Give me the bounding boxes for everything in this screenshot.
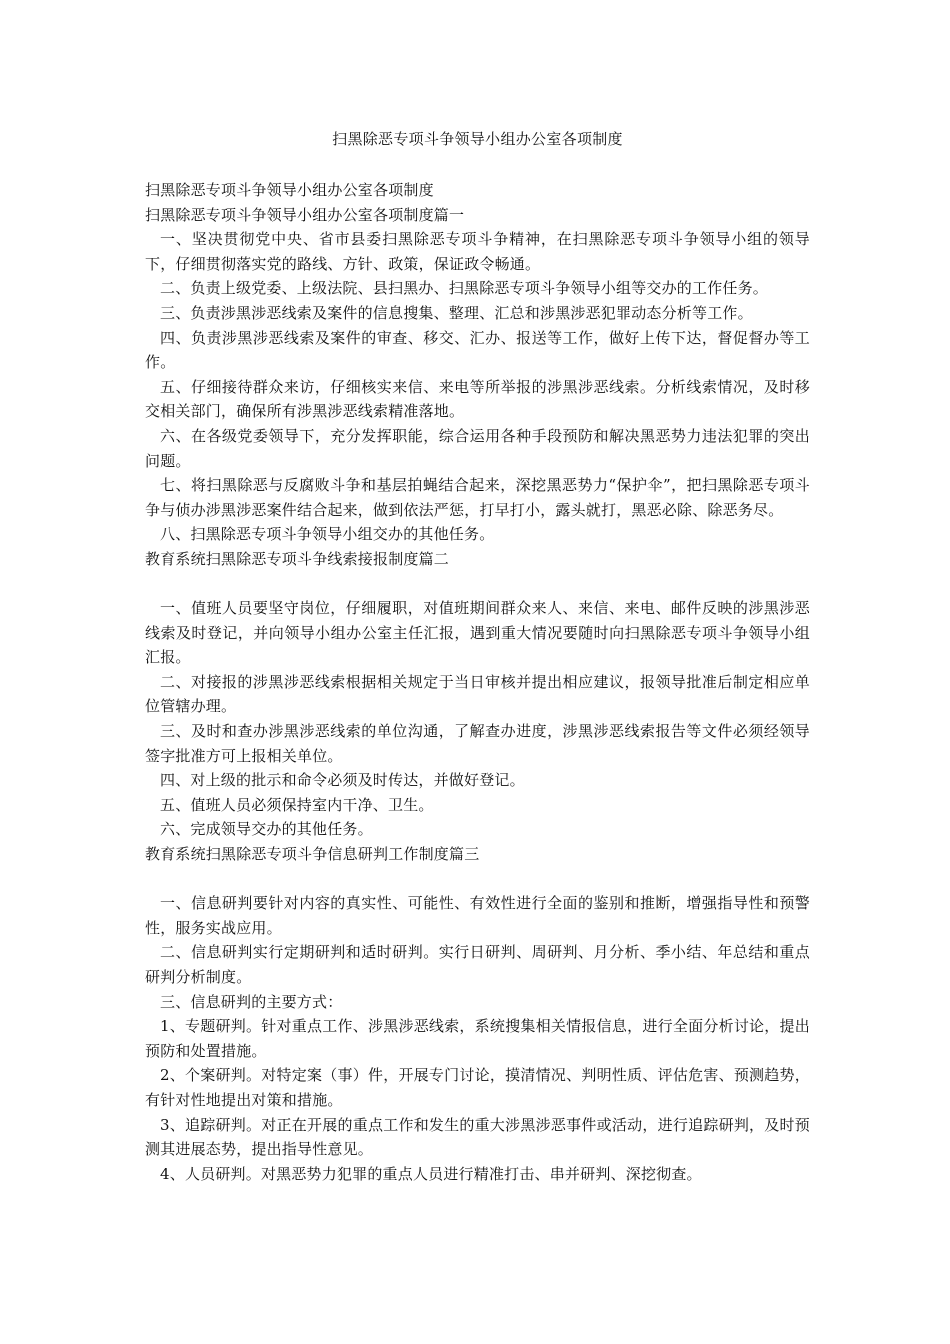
document-heading: 扫黑除恶专项斗争领导小组办公室各项制度: [145, 181, 434, 199]
section-1-paragraph-7: 七、将扫黑除恶与反腐败斗争和基层拍蝇结合起来，深挖黑恶势力“保护伞”，把扫黑除恶专项斗争与侦办涉黑涉恶案件结合起来，做到依法严惩，打早打小，露头就打，黑恶必除、除恶务尽。: [145, 476, 810, 519]
section-1-paragraph-2: 二、负责上级党委、上级法院、县扫黑办、扫黑除恶专项斗争领导小组等交办的工作任务。: [160, 279, 769, 298]
section-1-paragraph-3: 三、负责涉黑涉恶线索及案件的信息搜集、整理、汇总和涉黑涉恶犯罪动态分析等工作。: [160, 303, 753, 322]
section-2-paragraph-3: 三、及时和查办涉黑涉恶线索的单位沟通，了解查办进度，涉黑涉恶线索报告等文件必须经领导签字批准方可上报相关单位。: [145, 722, 810, 765]
section-3-heading: 教育系统扫黑除恶专项斗争信息研判工作制度篇三: [145, 845, 480, 864]
section-2-paragraph-5: 五、值班人员必须保持室内干净、卫生。: [160, 795, 434, 814]
section-1-paragraph-8: 八、扫黑除恶专项斗争领导小组交办的其他任务。: [160, 525, 495, 544]
section-3-paragraph-5: 2、个案研判。对特定案（事）件，开展专门讨论，摸清情况、判明性质、评估危害、预测趋势，有针对性地提出对策和措施。: [145, 1066, 810, 1109]
section-2-paragraph-6: 六、完成领导交办的其他任务。: [160, 820, 373, 839]
section-3-paragraph-7: 4、人员研判。对黑恶势力犯罪的重点人员进行精准打击、串并研判、深挖彻查。: [160, 1164, 702, 1183]
blank-line: [145, 572, 810, 597]
section-3-paragraph-6: 3、追踪研判。对正在开展的重点工作和发生的重大涉黑涉恶事件或活动，进行追踪研判，及时预测其进展态势，提出指导性意见。: [145, 1115, 810, 1159]
section-1-paragraph-1: 一、坚决贯彻党中央、省市县委扫黑除恶专项斗争精神，在扫黑除恶专项斗争领导小组的领导下，仔细贯彻落实党的路线、方针、政策，保证政令畅通。: [145, 230, 810, 273]
section-3-paragraph-4: 1、专题研判。针对重点工作、涉黑涉恶线索，系统搜集相关情报信息，进行全面分析讨论，提出预防和处置措施。: [145, 1017, 810, 1060]
section-1-paragraph-6: 六、在各级党委领导下，充分发挥职能，综合运用各种手段预防和解决黑恶势力违法犯罪的突出问题。: [145, 426, 810, 470]
section-2-paragraph-4: 四、对上级的批示和命令必须及时传达，并做好登记。: [160, 771, 525, 790]
section-2-paragraph-2: 二、对接报的涉黑涉恶线索根据相关规定于当日审核并提出相应建议，报领导批准后制定相应单位管辖办理。: [145, 672, 810, 716]
section-1-paragraph-4: 四、负责涉黑涉恶线索及案件的审查、移交、汇办、报送等工作，做好上传下达，督促督办等工作。: [145, 328, 810, 372]
document-page: [145, 128, 810, 1186]
section-1-paragraph-5: 五、仔细接待群众来访，仔细核实来信、来电等所举报的涉黑涉恶线索。分析线索情况，及时移交相关部门，确保所有涉黑涉恶线索精准落地。: [145, 377, 810, 421]
section-3-paragraph-3: 三、信息研判的主要方式：: [160, 992, 343, 1011]
section-3-paragraph-2: 二、信息研判实行定期研判和适时研判。实行日研判、周研判、月分析、季小结、年总结和重点研判分析制度。: [145, 943, 810, 986]
section-2-paragraph-1: 一、值班人员要坚守岗位，仔细履职，对值班期间群众来人、来信、来电、邮件反映的涉黑涉恶线索及时登记，并向领导小组办公室主任汇报，遇到重大情况要随时向扫黑除恶专项斗争领导小组汇报。: [145, 599, 810, 667]
section-3-paragraph-1: 一、信息研判要针对内容的真实性、可能性、有效性进行全面的鉴别和推断，增强指导性和预警性，服务实战应用。: [145, 894, 810, 937]
document-title: 扫黑除恶专项斗争领导小组办公室各项制度: [332, 130, 623, 148]
blank-line: [145, 867, 810, 892]
section-1-heading: 扫黑除恶专项斗争领导小组办公室各项制度篇一: [145, 205, 465, 224]
section-2-heading: 教育系统扫黑除恶专项斗争线索接报制度篇二: [145, 549, 450, 568]
